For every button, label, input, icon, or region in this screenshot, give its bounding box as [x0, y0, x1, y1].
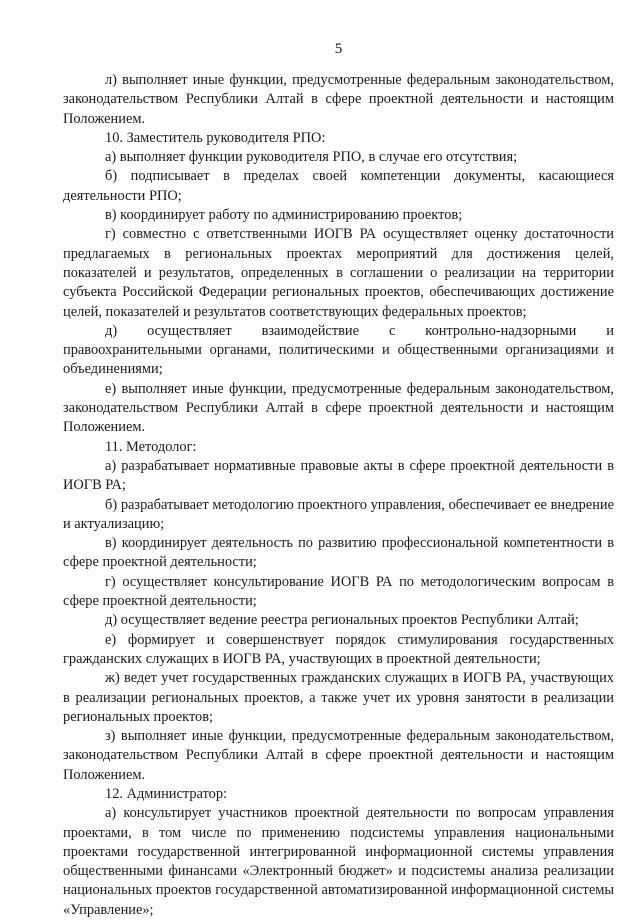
page-number: 5 — [334, 41, 343, 57]
paragraph-10-d: д) осуществляет взаимодействие с контрольно-надзорными и правоохранительными органами, политическими и общественными организациями и объединениями; — [63, 322, 614, 378]
paragraph-10-v: в) координирует работу по администрированию проектов; — [105, 207, 463, 224]
paragraph-12-a: а) консультирует участников проектной деятельности по вопросам управления проектами, в том числе по применению подсистемы управления национальными проектами государственной интегрированной информационной системы управления общественными финансами «Электронный бюджет» и подсистемы анализа реализации национальных проектов государственной автоматизированной информационной системы «Управление»; — [63, 805, 614, 918]
paragraph-11-g: г) осуществляет консультирование ИОГВ РА по методологическим вопросам в сфере проектной деятельности; — [63, 573, 614, 610]
section-10-heading: 10. Заместитель руководителя РПО: — [105, 129, 326, 146]
paragraph-10-b: б) подписывает в пределах своей компетенции документы, касающиеся деятельности РПО; — [63, 168, 614, 204]
paragraph-11-e: е) формирует и совершенствует порядок стимулирования государственных гражданских служащих в ИОГВ РА, участвующих в проектной деятельности; — [63, 631, 614, 667]
paragraph-10-g: г) совместно с ответственными ИОГВ РА осуществляет оценку достаточности предлагаемых в региональных проектах мероприятий для достижения целей, показателей и результатов, определенных в соглашении о реализации на территории субъекта Российской Федерации региональных проектов, обеспечивающих достижение целей, показателей и результатов соответствующих федеральных проектов; — [63, 226, 614, 320]
paragraph-11-z: з) выполняет иные функции, предусмотренные федеральным законодательством, законодательством Республики Алтай в сфере проектной деятельности и настоящим Положением. — [63, 728, 614, 783]
document-body — [63, 71, 614, 920]
paragraph-l-other-functions: л) выполняет иные функции, предусмотренные федеральным законодательством, законодательством Республики Алтай в сфере проектной деятельности и настоящим Положением. — [63, 72, 614, 127]
paragraph-11-zh: ж) ведет учет государственных гражданских служащих в ИОГВ РА, участвующих в реализации региональных проектов, а также учет их уровня занятости в реализации региональных проектов; — [63, 670, 614, 725]
document-page — [63, 0, 614, 918]
paragraph-10-a: а) выполняет функции руководителя РПО, в случае его отсутствия; — [105, 149, 518, 166]
section-11-heading: 11. Методолог: — [105, 438, 197, 455]
paragraph-11-v: в) координирует деятельность по развитию профессиональной компетентности в сфере проектной деятельности; — [63, 535, 614, 571]
paragraph-11-a: а) разрабатывает нормативные правовые акты в сфере проектной деятельности в ИОГВ РА; — [63, 457, 614, 494]
paragraph-11-b: б) разрабатывает методологию проектного управления, обеспечивает ее внедрение и актуализацию; — [63, 496, 614, 532]
paragraph-10-e: е) выполняет иные функции, предусмотренные федеральным законодательством, законодательством Республики Алтай в сфере проектной деятельности и настоящим Положением. — [63, 380, 614, 436]
section-12-heading: 12. Администратор: — [105, 785, 228, 802]
paragraph-11-d: д) осуществляет ведение реестра региональных проектов Республики Алтай; — [105, 612, 579, 629]
